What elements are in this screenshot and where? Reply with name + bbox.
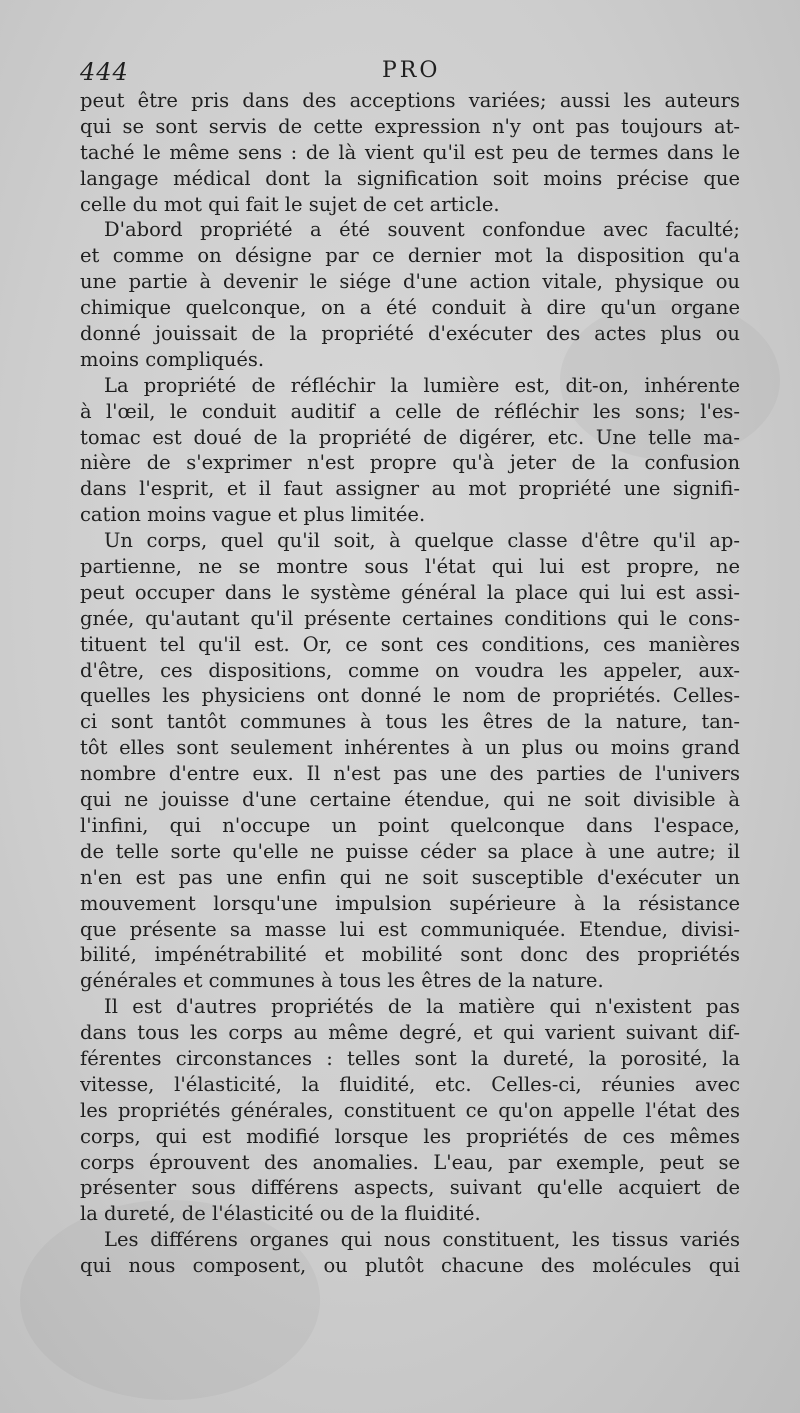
text-line: bilité, impénétrabilité et mobilité sont donc des propriétés <box>80 943 740 967</box>
page-header <box>80 58 740 88</box>
text-line: Un corps, quel qu'il soit, à quelque classe d'être qu'il ap- <box>104 529 740 553</box>
text-line: La propriété de réfléchir la lumière est, dit-on, inhérente <box>104 373 740 397</box>
text-line: peut être pris dans des acceptions variées; aussi les auteurs <box>80 89 740 112</box>
text-line: générales et communes à tous les êtres de la nature. <box>80 969 604 993</box>
text-line: gnée, qu'autant qu'il présente certaines conditions qui le cons- <box>80 606 740 630</box>
text-line: Les différens organes qui nous constituent, les tissus variés <box>104 1228 740 1252</box>
text-line: la dureté, de l'élasticité ou de la fluidité. <box>80 1202 481 1226</box>
text-line: donné jouissait de la propriété d'exécuter des actes plus ou <box>80 322 740 346</box>
text-line: celle du mot qui fait le sujet de cet article. <box>80 192 500 216</box>
text-line: que présente sa masse lui est communiquée. Etendue, divisi- <box>80 917 740 941</box>
text-line: nombre d'entre eux. Il n'est pas une des parties de l'univers <box>80 762 740 786</box>
text-line: Il est d'autres propriétés de la matière qui n'existent pas <box>104 995 740 1019</box>
text-line: à l'œil, le conduit auditif a celle de réfléchir les sons; l'es- <box>80 399 740 423</box>
text-line: qui ne jouisse d'une certaine étendue, qui ne soit divisible à <box>80 788 740 812</box>
text-line: ci sont tantôt communes à tous les êtres de la nature, tan- <box>80 710 740 734</box>
text-line: D'abord propriété a été souvent confondue avec faculté; <box>104 218 740 242</box>
text-line: corps éprouvent des anomalies. L'eau, par exemple, peut se <box>80 1150 740 1174</box>
text-line: mouvement lorsqu'une impulsion supérieure à la résistance <box>80 891 740 915</box>
text-line: taché le même sens : de là vient qu'il est peu de termes dans le <box>80 140 740 164</box>
text-line: d'être, ces dispositions, comme on voudra les appeler, aux- <box>80 658 740 682</box>
text-line: dans l'esprit, et il faut assigner au mot propriété une signifi- <box>80 477 740 501</box>
page-number: 444 <box>80 58 129 86</box>
text-line: corps, qui est modifié lorsque les propriétés de ces mêmes <box>80 1124 740 1148</box>
text-line: de telle sorte qu'elle ne puisse céder sa place à une autre; il <box>80 839 740 863</box>
text-line: l'infini, qui n'occupe un point quelconque dans l'espace, <box>80 813 740 837</box>
text-line: dans tous les corps au même degré, et qui varient suivant dif- <box>80 1021 740 1045</box>
text-line: qui se sont servis de cette expression n'y ont pas toujours at- <box>80 114 740 138</box>
body-text <box>80 88 740 1279</box>
text-line: les propriétés générales, constituent ce qu'on appelle l'état des <box>80 1098 740 1122</box>
text-line: quelles les physiciens ont donné le nom de propriétés. Celles- <box>80 684 740 708</box>
text-line: peut occuper dans le système général la place qui lui est assi- <box>80 580 740 604</box>
text-line: tôt elles sont seulement inhérentes à un plus ou moins grand <box>80 736 740 760</box>
text-line: chimique quelconque, on a été conduit à dire qu'un organe <box>80 296 740 320</box>
text-line: qui nous composent, ou plutôt chacune des molécules qui <box>80 1254 740 1278</box>
text-line: une partie à devenir le siége d'une action vitale, physique ou <box>80 270 740 294</box>
text-line: tomac est doué de la propriété de digérer, etc. Une telle ma- <box>80 425 740 449</box>
running-head: PRO <box>382 58 441 83</box>
text-line: et comme on désigne par ce dernier mot la disposition qu'a <box>80 244 740 268</box>
text-line: moins compliqués. <box>80 347 265 371</box>
text-line: n'en est pas une enfin qui ne soit susceptible d'exécuter un <box>80 865 740 889</box>
text-line: langage médical dont la signification soit moins précise que <box>80 166 740 190</box>
text-line: vitesse, l'élasticité, la fluidité, etc. Celles-ci, réunies avec <box>80 1072 740 1096</box>
text-line: férentes circonstances : telles sont la dureté, la porosité, la <box>80 1046 740 1070</box>
text-line: présenter sous différens aspects, suivant qu'elle acquiert de <box>80 1176 740 1200</box>
text-line: tituent tel qu'il est. Or, ce sont ces conditions, ces manières <box>80 632 740 656</box>
text-line: cation moins vague et plus limitée. <box>80 503 426 527</box>
text-line: partienne, ne se montre sous l'état qui lui est propre, ne <box>80 555 740 579</box>
text-line: nière de s'exprimer n'est propre qu'à jeter de la confusion <box>80 451 740 475</box>
